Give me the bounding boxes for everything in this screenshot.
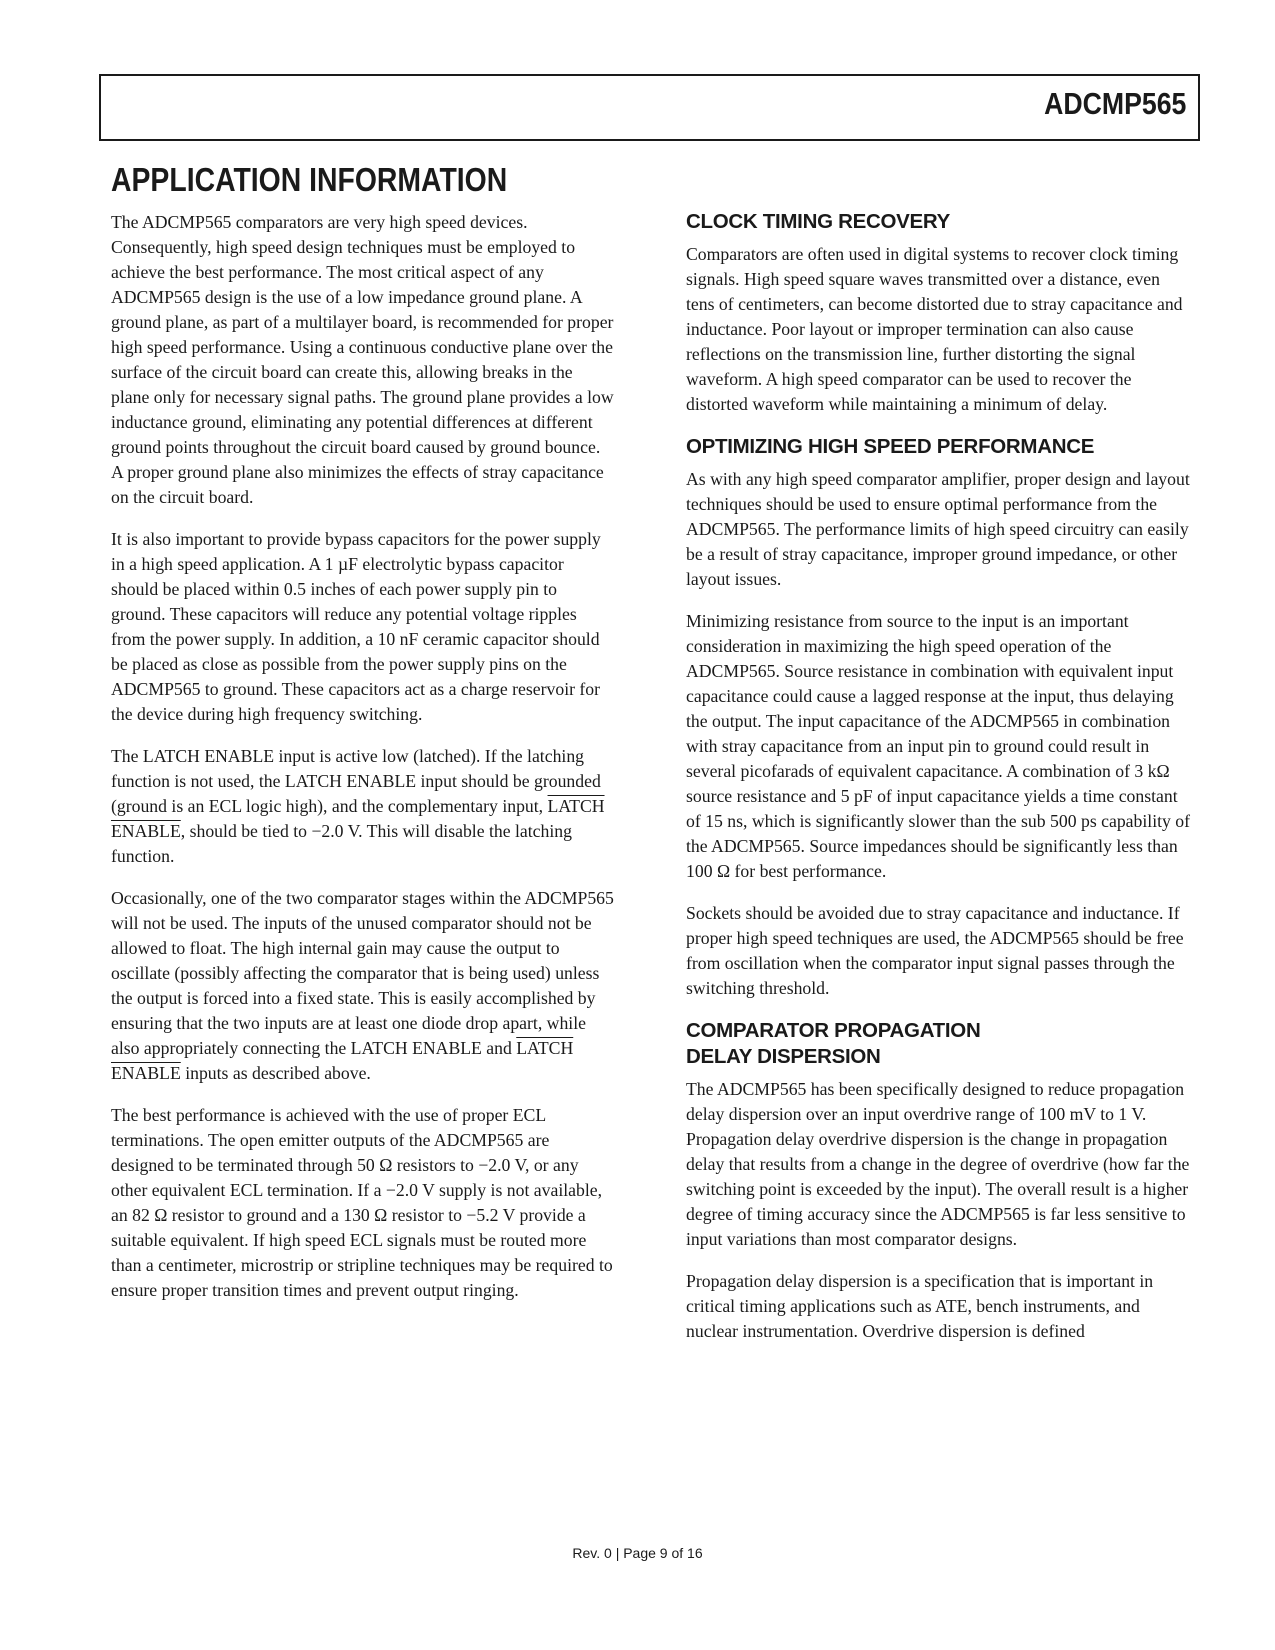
text-run: Occasionally, one of the two comparator stages within the ADCMP565 will not be used. The inputs of the unused comparator should not be allowed to float. The high internal gain may cause the output to oscillate (possibly affecting the comparator that is being used) unless the output is forced into a fixed state. This is easily accomplished by ensuring that the two inputs are at least one diode drop apart, while also appropriately connecting the LATCH ENABLE and xyxy=(111,888,614,1058)
paragraph xyxy=(111,744,614,869)
paragraph: The ADCMP565 comparators are very high speed devices. Consequently, high speed design techniques must be employed to achieve the best performance. The most critical aspect of any ADCMP565 design is the use of a low impedance ground plane. A ground plane, as part of a multilayer board, is recommended for proper high speed performance. Using a continuous conductive plane over the surface of the circuit board can create this, allowing breaks in the plane only for necessary signal paths. The ground plane provides a low inductance ground, eliminating any potential differences at different ground points throughout the circuit board caused by ground bounce. A proper ground plane also minimizes the effects of stray capacitance on the circuit board. xyxy=(111,212,614,507)
section-title: APPLICATION INFORMATION xyxy=(111,161,508,198)
paragraph: Propagation delay dispersion is a specification that is important in critical timing applications such as ATE, bench instruments, and nuclear instrumentation. Overdrive dispersion is defined xyxy=(686,1271,1154,1341)
paragraph xyxy=(111,886,614,1086)
paragraph: It is also important to provide bypass capacitors for the power supply in a high speed application. A 1 µF electrolytic bypass capacitor should be placed within 0.5 inches of each power supply pin to ground. These capacitors will reduce any potential voltage ripples from the power supply. In addition, a 10 nF ceramic capacitor should be placed as close as possible from the power supply pins on the ADCMP565 to ground. These capacitors act as a charge reservoir for the device during high frequency switching. xyxy=(111,529,601,724)
heading-propagation-delay-dispersion xyxy=(686,1018,1191,1070)
heading-line: DELAY DISPERSION xyxy=(686,1045,881,1068)
overlined-signal: LATCH ENABLE xyxy=(111,1038,574,1083)
paragraph: The best performance is achieved with the use of proper ECL terminations. The open emitter outputs of the ADCMP565 are designed to be terminated through 50 Ω resistors to −2.0 V, or any other equivalent ECL termination. If a −2.0 V supply is not available, an 82 Ω resistor to ground and a 130 Ω resistor to −5.2 V provide a suitable equivalent. If high speed ECL signals must be routed more than a centimeter, microstrip or stripline techniques may be required to ensure proper transition times and prevent output ringing. xyxy=(111,1105,613,1300)
left-column xyxy=(111,210,614,1320)
overlined-signal: LATCH ENABLE xyxy=(111,796,605,841)
paragraph: As with any high speed comparator amplifier, proper design and layout techniques should be used to ensure optimal performance from the ADCMP565. The performance limits of high speed circuitry can easily be a result of stray capacitance, improper ground impedance, or other layout issues. xyxy=(686,469,1190,589)
part-number: ADCMP565 xyxy=(1043,86,1186,121)
paragraph: Comparators are often used in digital systems to recover clock timing signals. High speed square waves transmitted over a distance, even tens of centimeters, can become distorted due to stray capacitance and inductance. Poor layout or improper termination can also cause reflections on the transmission line, further distorting the signal waveform. A high speed comparator can be used to recover the distorted waveform while maintaining a minimum of delay. xyxy=(686,244,1183,414)
header-box xyxy=(99,74,1200,141)
paragraph: Sockets should be avoided due to stray capacitance and inductance. If proper high speed techniques are used, the ADCMP565 should be free from oscillation when the comparator input signal passes through the switching threshold. xyxy=(686,903,1184,998)
paragraph: The ADCMP565 has been specifically designed to reduce propagation delay dispersion over an input overdrive range of 100 mV to 1 V. Propagation delay overdrive dispersion is the change in propagation delay that results from a change in the degree of overdrive (how far the switching point is exceeded by the input). The overall result is a higher degree of timing accuracy since the ADCMP565 is far less sensitive to input variations than most comparator designs. xyxy=(686,1079,1190,1249)
text-run: The LATCH ENABLE input is active low (latched). If the latching function is not used, the LATCH ENABLE input should be grounded (ground is an ECL logic high), and the complementary input, xyxy=(111,746,601,816)
page-footer: Rev. 0 | Page 9 of 16 xyxy=(572,1545,703,1561)
heading-line: COMPARATOR PROPAGATION xyxy=(686,1019,981,1042)
text-run: , should be tied to −2.0 V. This will disable the latching function. xyxy=(111,821,572,866)
heading-clock-timing-recovery: CLOCK TIMING RECOVERY xyxy=(686,210,951,233)
paragraph: Minimizing resistance from source to the input is an important consideration in maximizing the high speed operation of the ADCMP565. Source resistance in combination with equivalent input capacitance could cause a lagged response at the input, thus delaying the output. The input capacitance of the ADCMP565 in combination with stray capacitance from an input pin to ground could result in several picofarads of equivalent capacitance. A combination of 3 kΩ source resistance and 5 pF of input capacitance yields a time constant of 15 ns, which is significantly slower than the sub 500 ps capability of the ADCMP565. Source impedances should be significantly less than 100 Ω for best performance. xyxy=(686,611,1191,881)
text-run: inputs as described above. xyxy=(180,1063,371,1083)
right-column xyxy=(686,206,1191,1361)
heading-optimizing-performance: OPTIMIZING HIGH SPEED PERFORMANCE xyxy=(686,435,1095,458)
